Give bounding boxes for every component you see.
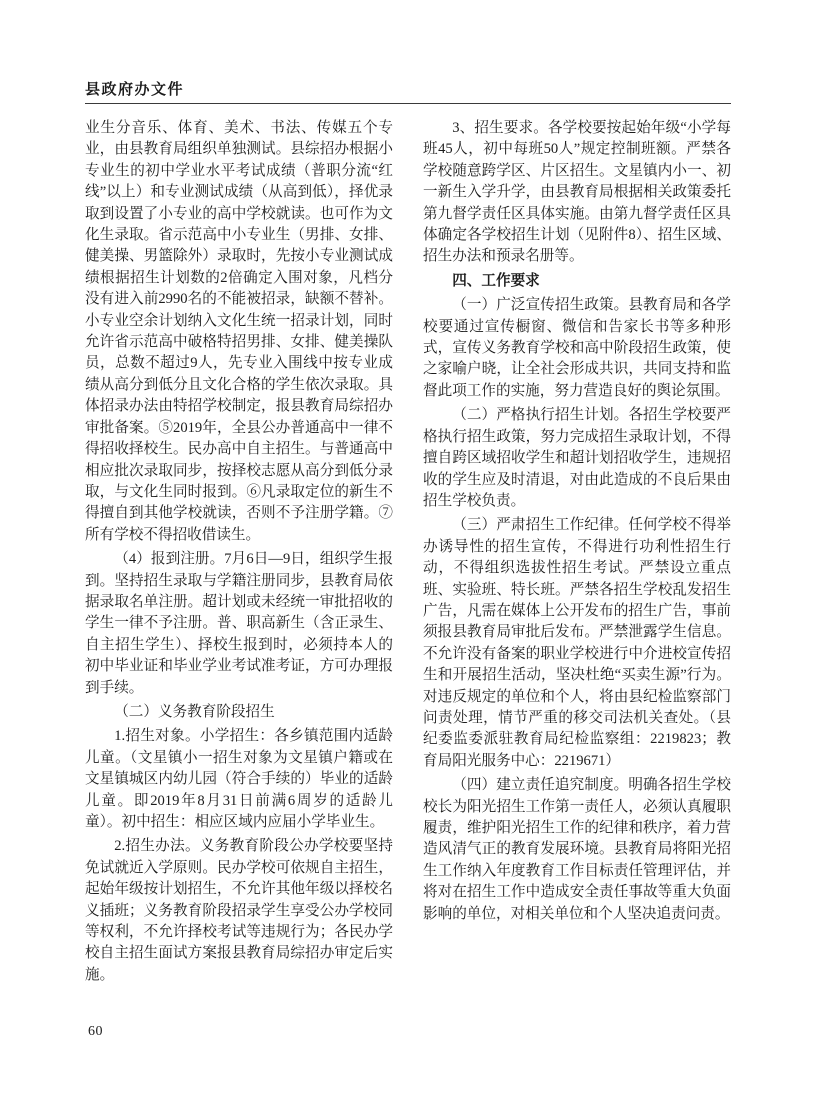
paragraph: （4）报到注册。7月6日—9日，组织学生报到。坚持招生录取与学籍注册同步，县教育局依据录取名单注册。超计划或未经统一审批招收的学生一律不予注册。普、职高新生（含正录生、自主招生学生）、择校生报到时，必须持本人的初中毕业证和毕业学业考试准考证，方可办理报到手续。 (85, 551, 393, 696)
paragraph: （四）建立责任追究制度。明确各招生学校校长为阳光招生工作第一责任人，必须认真履职履责，维护阳光招生工作的纪律和秩序，着力营造风清气正的教育发展环境。县教育局将阳光招生工作纳入年度教育工作目标责任管理评估，并将对在招生工作中造成安全责任事故等重大负面影响的单位，对相关单位和个人坚决追责问责。 (423, 777, 731, 922)
left-column (85, 118, 393, 989)
paragraph: 1.招生对象。小学招生：各乡镇范围内适龄儿童。（文星镇小一招生对象为文星镇户籍或在文星镇城区内幼儿园（符合手续的）毕业的适龄儿童。即2019年8月31日前满6周岁的适龄儿童）。初中招生：相应区域内应届小学毕业生。 (85, 728, 393, 830)
paragraph: （一）广泛宣传招生政策。县教育局和各学校要通过宣传橱窗、微信和告家长书等多种形式，宣传义务教育学校和高中阶段招生政策，使之家喻户晓，让全社会形成共识，共同支持和监督此项工作的实施，努力营造良好的舆论氛围。 (423, 297, 731, 399)
paragraph: （二）严格执行招生计划。各招生学校要严格执行招生政策，努力完成招生录取计划，不得擅自跨区域招收学生和超计划招收学生，违规招收的学生应及时清退，对由此造成的不良后果由招生学校负责。 (423, 407, 731, 509)
section-heading: 四、工作要求 (452, 272, 540, 289)
paragraph: （三）严肃招生工作纪律。任何学校不得举办诱导性的招生宣传，不得进行功利性招生行动，不得组织选拔性招生考试。严禁设立重点班、实验班、特长班。严禁各招生学校乱发招生广告，凡需在媒体上公开发布的招生广告，事前须报县教育局审批后发布。严禁泄露学生信息。不允许没有备案的职业学校进行中介进校宣传招生和开展招生活动，坚决杜绝“买卖生源”行为。对违反规定的单位和个人，将由县纪检监察部门问责处理，情节严重的移交司法机关查处。（县纪委监委派驻教育局纪检监察组：2219823；教育局阳光服务中心：2219671） (423, 517, 731, 769)
paragraph: （二）义务教育阶段招生 (114, 703, 275, 720)
page-number: 60 (88, 1024, 103, 1039)
paragraph: 3、招生要求。各学校要按起始年级“小学每班45人，初中每班50人”规定控制班额。严禁各学校随意跨学区、片区招生。文星镇内小一、初一新生入学升学，由县教育局根据相关政策委托第九督学责任区具体实施。由第九督学责任区具体确定各学校招生计划（见附件8）、招生区域、招生办法和预录名册等。 (423, 120, 731, 265)
right-column (423, 118, 731, 989)
document-header-title: 县政府办文件 (85, 82, 185, 98)
text-columns (85, 118, 731, 989)
paragraph: 2.招生办法。义务教育阶段公办学校要坚持免试就近入学原则。民办学校可依规自主招生，起始年级按计划招生，不允许其他年级以择校名义插班；义务教育阶段招录学生享受公办学校同等权利，不允许择校考试等违规行为；各民办学校自主招生面试方案报县教育局综招办审定后实施。 (85, 838, 393, 983)
header-divider-line (85, 103, 731, 104)
paragraph: 业生分音乐、体育、美术、书法、传媒五个专业，由县教育局组织单独测试。县综招办根据小专业生的初中学业水平考试成绩（普职分流“红线”以上）和专业测试成绩（从高到低），择优录取到设置了小专业的高中学校就读。也可作为文化生录取。省示范高中小专业生（男排、女排、健美操、男篮除外）录取时，先按小专业测试成绩根据招生计划数的2倍确定入围对象，凡档分没有进入前2990名的不能被招录，缺额不替补。小专业空余计划纳入文化生统一招录计划，同时允许省示范高中破格特招男排、女排、健美操队员，总数不超过9人，先专业入围线中按专业成绩从高分到低分且文化合格的学生依次录取。具体招录办法由特招学校制定，报县教育局综招办审批备案。⑤2019年，全县公办普通高中一律不得招收择校生。民办高中自主招生。与普通高中相应批次录取同步，按择校志愿从高分到低分录取，与文化生同时报到。⑥凡录取定位的新生不得擅自到其他学校就读，否则不予注册学籍。⑦所有学校不得招收借读生。 (85, 120, 393, 543)
